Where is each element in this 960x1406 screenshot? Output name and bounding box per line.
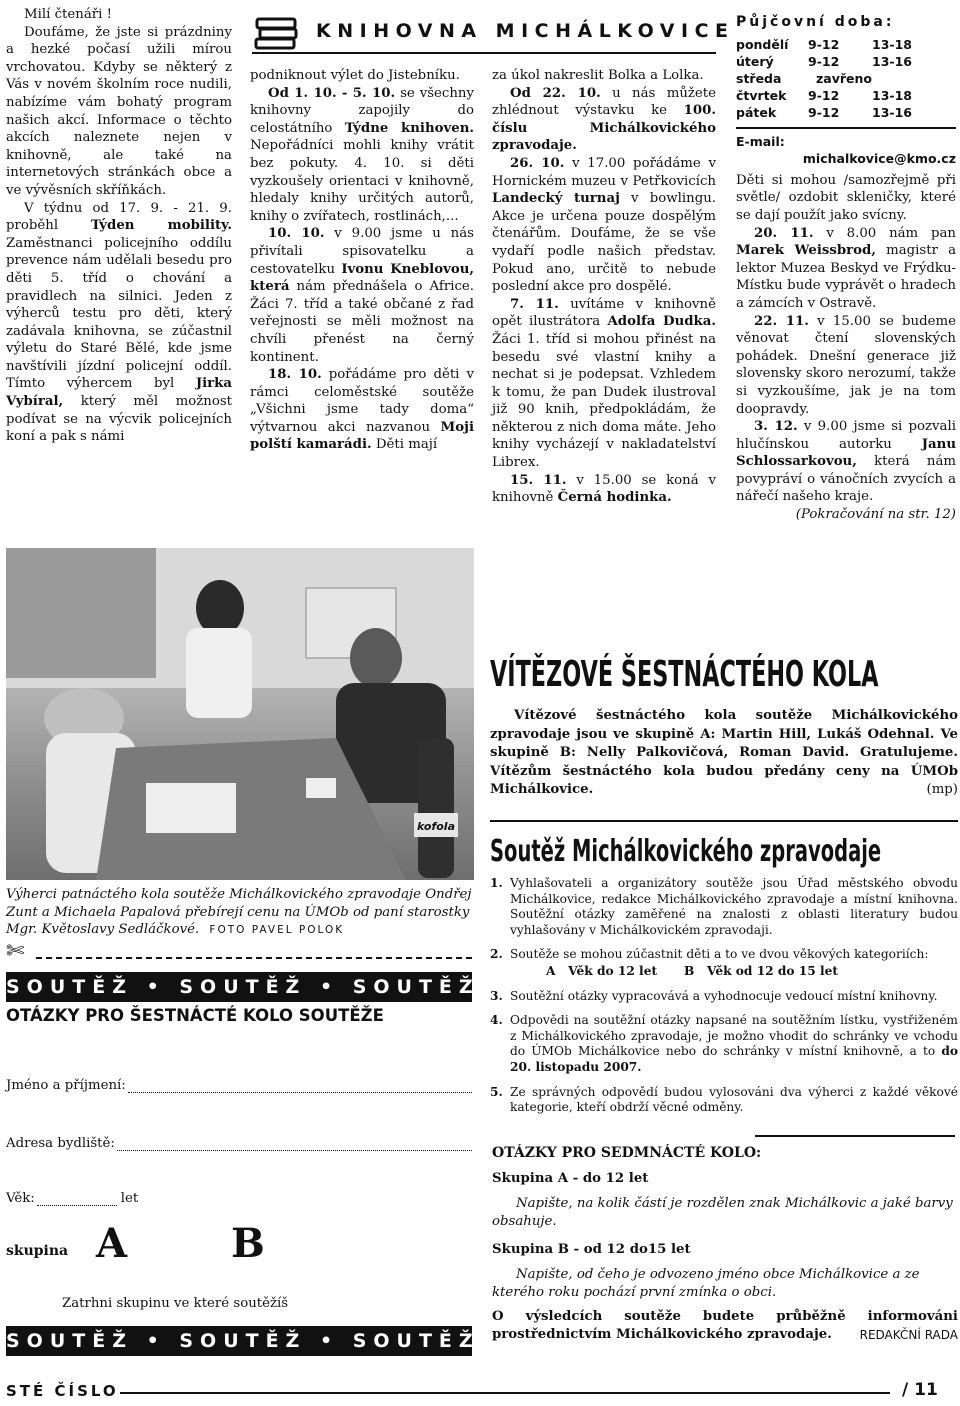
email-label: E-mail:: [736, 133, 785, 149]
col3-text-a: za úkol nakreslit Bolka a Lolka.: [492, 68, 704, 83]
name-label: Jméno a příjmení:: [6, 1078, 126, 1093]
cut-line: [6, 939, 472, 967]
questions-title: OTÁZKY PRO SEDMNÁCTÉ KOLO:: [492, 1145, 762, 1161]
winners-section: [490, 655, 958, 805]
article-col-4: [736, 14, 956, 524]
age-categories: [510, 964, 958, 980]
contest-rules: [490, 876, 958, 1116]
name-field[interactable]: [128, 1080, 472, 1093]
black-hour-paragraph: 15. 11. v 15.00 se koná v knihovně Černá hodinka.: [492, 472, 716, 506]
contest-banner-bottom: SOUTĚŽ • SOUTĚŽ • SOUTĚŽ: [6, 1326, 472, 1356]
winners-body: Vítězové šestnáctého kola soutěže Michálkovického zpravodaje jsou ve skupině A: Martin Hill, Lukáš Odehnal. Ve skupině B: Nelly Palkovičová, Roman David. Gratulujeme. Vítězům šestnáctého kola budou předány ceny na ÚMOb Michálkovice.: [490, 708, 958, 797]
writer-paragraph: 10. 10. v 9.00 jsme u nás přivítali spisovatelku a cestovatelku Ivonu Kneblovou, která nám přednášela o Africe. Žáci 7. tříd a také občané z řad veřejnosti se měli možnost na chvíli přenést na černý kontinent.: [250, 226, 474, 365]
hours-day: pondělí: [736, 36, 789, 52]
greeting: Milí čtenáři !: [24, 7, 112, 22]
hours-row: [736, 87, 926, 104]
exhibit-paragraph: Od 22. 10. u nás můžete zhlédnout výstavku ke 100. číslu Michálkovického zpravodaje.: [492, 85, 716, 154]
hours-row: [736, 104, 926, 121]
cut-dashes: [36, 957, 472, 959]
hours-afternoon: [872, 70, 926, 87]
hours-row: [736, 36, 926, 53]
hours-afternoon: 13-18: [872, 36, 912, 52]
caption-text: Výherci patnáctého kola soutěže Michálkovického zpravodaje Ondřej Zunt a Michaela Papalová přebírejí cenu na ÚMOb od paní starostky Mgr. Květoslavy Sedláčkové.: [6, 887, 472, 938]
contest-section: [490, 834, 958, 1125]
masthead-title: KNIHOVNA MICHÁLKOVICE: [316, 20, 735, 42]
footer: [0, 1380, 960, 1404]
author-paragraph: 3. 12. v 9.00 jsme si pozvali hlučínskou autorku Janu Schlossarkovou, která nám povypráví o vánočních zvycích a nářečí našeho kraje.: [736, 419, 956, 505]
rule-4: 4. Odpovědi na soutěžní otázky napsané na soutěžním lístku, vystřiženém z Michálkovického zpravodaje, je možno vhodit do schránky ve vchodu do ÚMOb Michálkovice nebo do schránky v místní knihovně, a to do 20. listopadu 2007.: [490, 1013, 958, 1074]
rules-rule: [755, 1135, 955, 1137]
library-week-paragraph: Od 1. 10. - 5. 10. se všechny knihovny zapojily do celostátního Týdne knihoven. Nepořádníci mohli knihy vrátit bez pokuty. 4. 10. si děti vyzkoušely orientaci v knihovně, hledaly knihy určitých autorů, knihy o zvířatech, rostlinách,...: [250, 85, 475, 224]
masthead: [252, 8, 735, 56]
hours-rule: [736, 127, 956, 129]
winners-signature: (mp): [926, 782, 958, 797]
hours-row: [736, 53, 926, 70]
hours-morning: 9-12: [808, 53, 840, 69]
hours-day: pátek: [736, 104, 777, 120]
intro-paragraph: Doufáme, že jste si prázdniny a hezké počasí užili mírou vrchovatou. Kdyby se některý z Vás v novém školním roce nudili, nabízíme vám bohatý program našich akcí. Informace o těchto akcích naleznete nejen v knihovně, ale také na internetových stránkách obce a ve vývěsních skříňkách.: [6, 24, 232, 198]
castles-paragraph: 20. 11. v 8.00 nám pan Marek Weissbrod, magistr a lektor Muzea Beskyd ve Frýdku-Místku bude vyprávět o hradech a zámcích v Ostravě.: [736, 225, 956, 311]
group-a-question: Napište, na kolik částí je rozdělen znak Michálkovic a jaké barvy obsahuje.: [492, 1196, 953, 1229]
age-row: [6, 1191, 138, 1206]
result-note: [492, 1308, 958, 1344]
rule-3: 3. Soutěžní otázky vypracovává a vyhodnocuje vedoucí místní knihovny.: [490, 988, 938, 1003]
art-paragraph: 18. 10. pořádáme pro děti v rámci celoměstské soutěže „Všichni jsme tady doma“ výtvarnou akci nazvanou Moji polští kamarádi. Děti mají: [250, 367, 474, 453]
page-number: / 11: [902, 1380, 938, 1400]
hours-day: úterý: [736, 53, 774, 69]
mobility-paragraph: V týdnu od 17. 9. - 21. 9. proběhl Týden mobility. Zaměstnanci policejního oddílu prevence nám udělali besedu pro děti 5. tříd o chování a pravidlech na silnici. Jeden z výherců testu pro děti, který zadávala knihovna, se zúčastnil výletu do Staré Bělé, kde jsme navštívili jízdní policejní oddíl. Tímto výhercem byl Jirka Vybíral, který měl možnost podívat se na výcvik policejních koní a pak s námi: [6, 200, 232, 445]
hours-afternoon: 13-16: [872, 104, 912, 120]
hours-row: [736, 70, 926, 87]
questions-section: [492, 1144, 958, 1344]
winners-text: [490, 707, 958, 800]
masthead-rule: [252, 52, 716, 54]
hours-day: středa: [736, 70, 782, 86]
scissors-icon: ✄: [6, 939, 25, 964]
group-instruction: Zatrhni skupinu ve které soutěžíš: [62, 1296, 289, 1311]
continued-note: (Pokračování na str. 12): [795, 507, 956, 523]
footer-left: STÉ ČÍSLO: [6, 1382, 119, 1400]
rule-5: 5. Ze správných odpovědí budou vylosováni dva výherci z každé věkové kategorie, kteří obdrží věcné odměny.: [490, 1084, 958, 1115]
section-rule: [490, 820, 958, 822]
hours-afternoon: 13-16: [872, 53, 912, 69]
illustrator-paragraph: 7. 11. uvítáme v knihovně opět ilustrátora Adolfa Dudka. Žáci 1. tříd si mohou přinést na besedu své vlastní knihy a nechat si je podepsat. Vzhledem k tomu, že pan Dudek ilustroval již 90 knih, předpokládám, že některou z nich doma máte. Jeho knihy vycházejí v nakladatelství Librex.: [492, 296, 717, 471]
editor-signature: REDAKČNÍ RADA: [859, 1328, 958, 1342]
hours-morning: 9-12: [808, 87, 840, 103]
hours-morning: zavřeno: [816, 70, 872, 86]
address-field[interactable]: [117, 1138, 472, 1151]
hours-morning: 9-12: [808, 36, 840, 52]
opening-hours-table: [736, 36, 926, 121]
category-b: B Věk od 12 do 15 let: [684, 963, 839, 978]
age-field[interactable]: [37, 1193, 117, 1206]
group-a-title: Skupina A - do 12 let: [492, 1171, 649, 1186]
winners-title: VÍTĚZOVÉ ŠESTNÁCTÉHO KOLA: [490, 654, 879, 695]
bowling-paragraph: 26. 10. v 17.00 pořádáme v Hornickém muzeu v Petřkovicích Landecký turnaj v bowlingu. Akce je určena pouze dospělým čtenářům. Doufáme, že se vše vydaří podle našich představ. Pokud ano, určitě to nebude poslední akce pro dospělé.: [492, 155, 716, 295]
result-note-text: O výsledcích soutěže budete průběžně informováni prostřednictvím Michálkovického zpravodaje.: [492, 1309, 958, 1342]
hours-morning: 9-12: [808, 104, 840, 120]
age-label: Věk:: [6, 1191, 35, 1206]
email-address[interactable]: michalkovice@kmo.cz: [802, 151, 956, 167]
address-label: Adresa bydliště:: [6, 1136, 115, 1151]
contest-banner-top: SOUTĚŽ • SOUTĚŽ • SOUTĚŽ: [6, 972, 472, 1002]
group-b-title: Skupina B - od 12 do15 let: [492, 1242, 691, 1257]
article-col-3: [492, 67, 716, 507]
group-b-option[interactable]: B: [231, 1220, 265, 1267]
photo-scene: [6, 548, 474, 880]
rule-1: 1. Vyhlašovateli a organizátory soutěže jsou Úřad městského obvodu Michálkovice, redakce Michálkovického zpravodaje a místní knihovna. Soutěžní otázky zaměřené na znalosti z oblasti literatury budou vyhlašovány v Michálkovickém zpravodaji.: [490, 876, 958, 937]
group-a-option[interactable]: A: [96, 1220, 128, 1267]
candle-paragraph: Děti si mohou /samozřejmě při světle/ ozdobit skleničky, které se dají použít jako svícny.: [736, 172, 956, 223]
slovak-paragraph: 22. 11. v 15.00 se budeme věnovat čtení slovenských pohádek. Dnešní generace již slovensky skoro nerozumí, takže si vyzkoušíme, jak je na tom doopravdy.: [736, 313, 956, 417]
hours-title: Půjčovní doba:: [736, 14, 895, 30]
article-col-2: [250, 67, 474, 454]
footer-rule: [120, 1392, 890, 1394]
bottle-label: kofola: [416, 820, 456, 833]
photo-credit: FOTO PAVEL POLOK: [209, 924, 345, 937]
books-icon: [254, 16, 300, 52]
article-col-1: [6, 6, 232, 446]
age-unit: let: [120, 1191, 139, 1206]
hours-day: čtvrtek: [736, 87, 787, 103]
photo-caption: [6, 886, 472, 940]
hours-afternoon: 13-18: [872, 87, 912, 103]
group-b-question: Napište, od čeho je odvozeno jméno obce Michálkovice a ze kterého roku pochází první zmínka o obci.: [492, 1267, 920, 1300]
rule-2: 2. Soutěže se mohou zúčastnit děti a to ve dvou věkových kategoriích: A Věk do 12 let B Věk od 12 do 15 let: [490, 947, 958, 979]
name-row: [6, 1078, 472, 1093]
group-label: skupina: [6, 1243, 69, 1259]
address-row: [6, 1136, 472, 1151]
form-title: OTÁZKY PRO ŠESTNÁCTÉ KOLO SOUTĚŽE: [6, 1006, 384, 1025]
award-photo: [6, 548, 474, 880]
col2-text-a: podniknout výlet do Jistebníku.: [250, 68, 460, 83]
contest-title: Soutěž Michálkovického zpravodaje: [490, 834, 882, 869]
category-a: A Věk do 12 let: [546, 963, 658, 978]
